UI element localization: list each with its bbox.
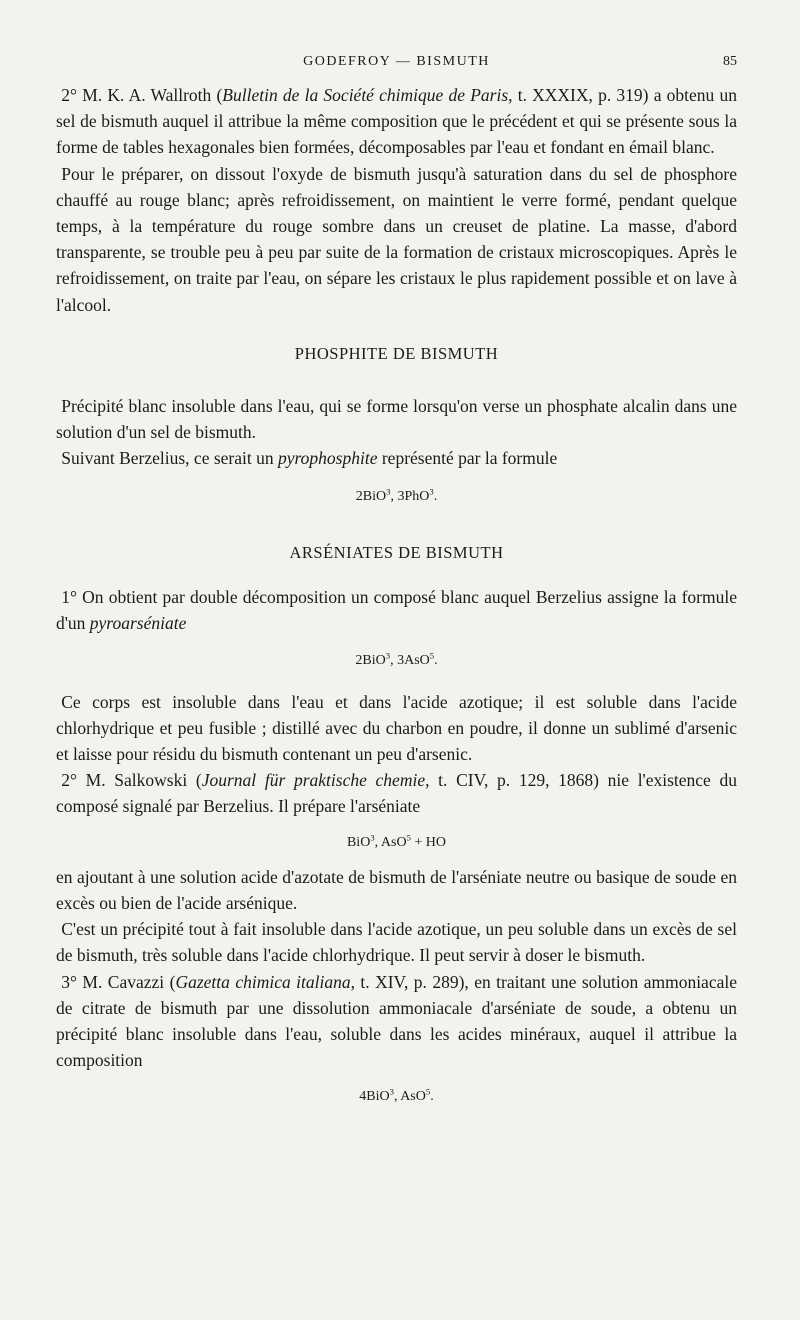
formula-pyrophosphite [56,484,737,510]
formula-part: BiO [346,834,371,850]
paragraph-wallroth [56,82,737,161]
citation: Gazetta chimica italiana [175,971,351,992]
formula-part: . [433,488,438,504]
paragraph-preparation: Pour le préparer, on dissout l'oxyde de bismuth jusqu'à saturation dans du sel de phosphore chauffé au rouge blanc; après refroidissement, on maintient le verre formé, pendant quelque temps, à la température du rouge sombre dans un creuset de platine. La masse, d'abord transparente, se trouble peu à peu par suite de la formation de cristaux microscopiques. Après le refroidissement, on traite par l'eau, on sépare les cristaux le plus rapidement possible et on lave à l'alcool. [56,163,737,315]
paragraph-solubility: C'est un précipité tout à fait insoluble dans l'acide azotique, un peu soluble dans un excès de sel de bismuth, très soluble dans l'acide chlorhydrique. Il peut servir à doser le bismuth. [56,919,737,966]
formula-part: . [430,1088,434,1104]
text: 2° M. Salkowski ( [61,770,202,791]
text: Suivant Berzelius, ce serait un [61,448,278,469]
formula-exponent: 5 [425,1085,431,1096]
page [56,50,737,1110]
formula-part: + HO [410,834,447,850]
formula-exponent: 5 [429,650,435,661]
formula-exponent: 3 [389,1085,394,1096]
citation: Journal für praktische chemie [201,770,426,791]
citation: Bulletin de la Société chimique de Paris [222,85,509,105]
formula-part: , 3AsO [390,653,430,669]
formula-part: , AsO [393,1088,426,1104]
paragraph-cavazzi [56,969,737,1074]
text: représenté par la formule [377,448,558,469]
formula-part: . [434,653,438,669]
text: 1° On obtient par double décomposition un composé blanc auquel Berzelius assigne la formule d'un [56,587,737,634]
text: , t. XIV, p. 289), en traitant une solution ammoniacale de citrate de bismuth par une dissolution ammoniacale d'arséniate de soude, a obtenu un précipité blanc insoluble dans l'eau, soluble dans les acides minéraux, auquel il attribue la composition [56,971,737,1071]
term: pyrophosphite [278,448,378,469]
formula-pyroarseniate [56,648,737,674]
paragraph-phosphite-description: Précipité blanc insoluble dans l'eau, qui se forme lorsqu'on verse un phosphate alcalin dans une solution d'un sel de bismuth. [56,396,737,443]
running-head [56,50,737,74]
formula-arseniate [56,830,737,856]
formula-part: , 3PhO [390,488,430,504]
page-number: 85 [723,54,737,69]
text: , t. CIV, p. 129, 1868) nie l'existence du composé signalé par Berzelius. Il prépare l'arséniate [56,770,737,817]
paragraph-properties: Ce corps est insoluble dans l'eau et dans l'acide azotique; il est soluble dans l'acide chlorhydrique et peu fusible ; distillé avec du charbon en poudre, il donne un sublimé d'arsenic et laisse pour résidu du bismuth contenant un peu d'arsenic. [56,691,737,765]
running-title: GODEFROY — BISMUTH [303,54,490,69]
paragraph-berzelius [56,445,737,471]
formula-part: 2BiO [355,653,386,669]
formula-exponent: 3 [429,485,434,496]
section-heading-arseniates: ARSÉNIATES DE BISMUTH [289,542,504,562]
text: 2° M. K. A. Wallroth ( [61,85,223,105]
section-heading-phosphite: PHOSPHITE DE BISMUTH [294,343,499,363]
formula-part: 4BiO [359,1088,390,1104]
term: pyroarséniate [89,613,187,634]
paragraph-method: en ajoutant à une solution acide d'azotate de bismuth de l'arséniate neutre ou basique de soude en excès ou bien de l'acide arsénique. [56,866,737,914]
formula-exponent: 3 [370,832,375,843]
formula-exponent: 3 [386,485,391,496]
formula-exponent: 5 [406,832,411,843]
paragraph-salkowski [56,767,737,819]
formula-cavazzi [56,1084,737,1110]
text: , t. XXXIX, p. 319) a obtenu un sel de bismuth auquel il attribue la même composition que le précédent et qui se présente sous la forme de tables hexagonales bien formées, décomposables par l'eau et fondant en émail blanc. [56,85,737,158]
paragraph-pyroarseniate [56,584,737,636]
formula-exponent: 3 [385,650,391,661]
formula-part: , AsO [374,834,407,850]
formula-part: 2BiO [355,488,387,504]
text: 3° M. Cavazzi ( [61,971,176,992]
